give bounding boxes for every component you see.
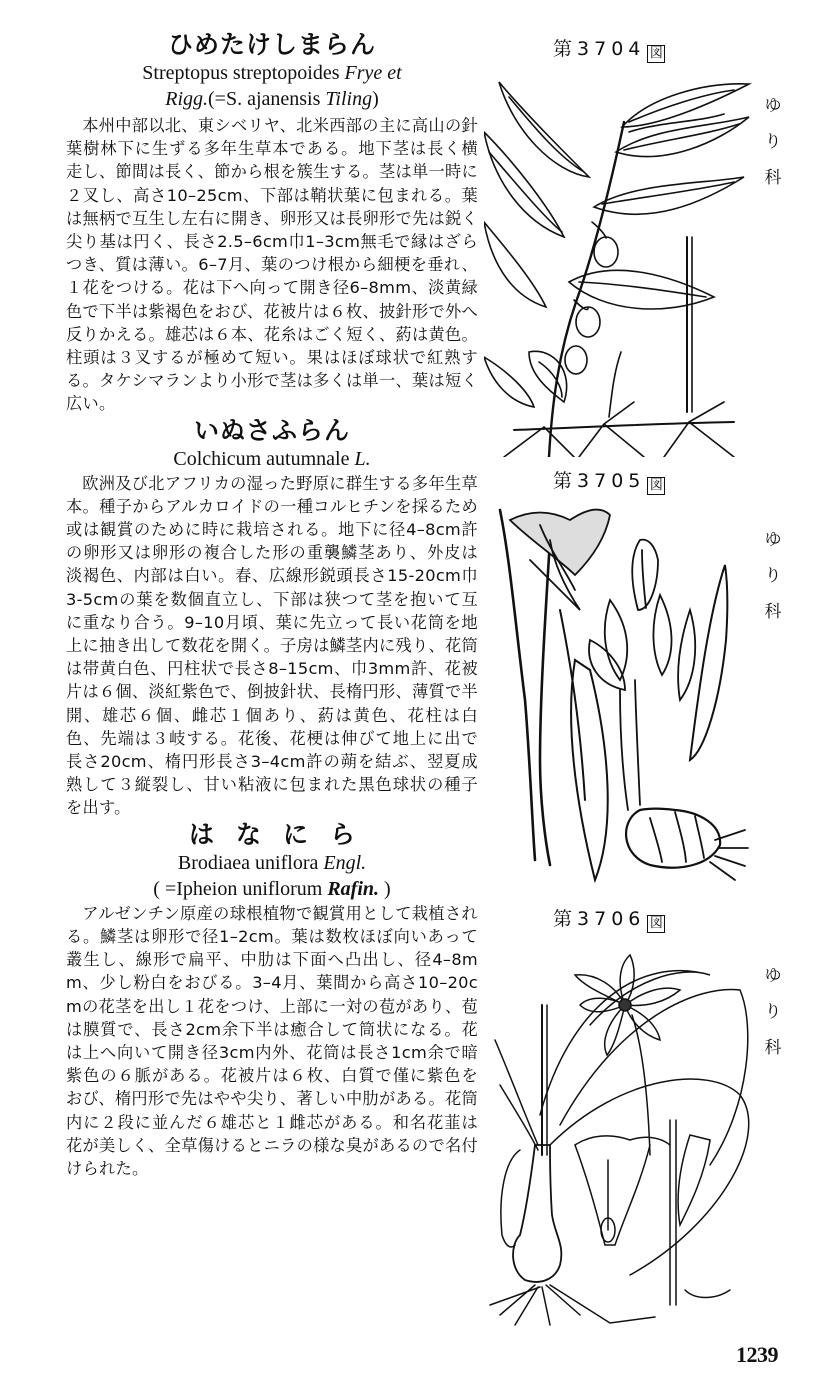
scientific-name: [66, 446, 478, 472]
scientific-name-synonym: [66, 876, 478, 902]
figure-prefix: 第: [553, 470, 578, 492]
page-number: 1239: [736, 1342, 778, 1367]
family-label-lily: [762, 522, 784, 630]
scientific-name-text: Brodiaea uniflora: [177, 851, 324, 874]
figure-number: 3704: [577, 38, 646, 60]
species-entry-inusafuran: [66, 416, 478, 820]
family-char: 科: [764, 602, 782, 622]
author-citation: Rigg.: [165, 88, 209, 110]
species-entry-hananira: [66, 820, 478, 1180]
species-entry-himetakeshimaran: [66, 30, 478, 416]
family-char: 科: [764, 1038, 782, 1058]
synonym-author: Tiling: [325, 88, 373, 110]
author-citation: L.: [354, 447, 371, 470]
author-citation: Frye et: [344, 62, 402, 84]
scientific-name-text: Streptopus streptopoides: [142, 62, 345, 84]
figure-prefix: 第: [553, 38, 578, 60]
streptopus-illustration: [484, 72, 754, 457]
figure-number: 3706: [577, 908, 646, 930]
synonym-author: Rafin.: [327, 877, 380, 900]
family-char: 科: [764, 168, 782, 188]
family-label-lily: [762, 958, 784, 1066]
figure-label-3706: [553, 904, 665, 933]
family-label-lily: [762, 88, 784, 196]
japanese-name: はなにら: [188, 819, 377, 849]
species-description: アルゼンチン原産の球根植物で観賞用として栽植される。鱗茎は卵形で径1–2cm。葉は数枚ほぼ向いあって叢生し、線形で扁平、中肋は下面へ凸出し、径4–8mm、少し粉白をおびる。3–4月、葉間から高さ10–20cmの花茎を出し１花をつけ、上部に一対の苞があり、苞は膜質で、長さ2cm余下半は癒合して筒状になる。花は上へ向いて開き径3cm内外、花筒は長さ1cm余で暗紫色の６脈がある。花被片は６枚、白質で僅に紫色をおび、楕円形で先はやや尖り、著しい中肋がある。花筒内に２段に並んだ６雄芯と１雌芯がある。和名花韮は花が美しく、全草傷けるとニラの様な臭があるので名付けられた。: [66, 903, 478, 1178]
family-char: り: [764, 132, 782, 152]
figure-number: 3705: [577, 470, 646, 492]
colchicum-illustration: [490, 500, 750, 885]
species-description: 本州中部以北、東シベリヤ、北米西部の主に高山の針葉樹林下に生ずる多年生草本である。地下茎は長く横走し、節間は長く、節から根を簇生する。茎は単一時に２叉し、高さ10–25cm、下部は鞘状葉に包まれる。葉は無柄で互生し左右に開き、卵形又は長卵形で先は鋭く尖り基は円く、長さ2.5–6cm巾1–3cm無毛で縁はざらつき、質は薄い。6–7月、葉のつけ根から細梗を垂れ、１花をつける。花は下へ向って開き径6–8mm、淡黄緑色で下半は紫褐色をおび、花被片は６枚、披針形で外へ反りかえる。雄芯は６本、花糸はごく短く、葯は黄色。柱頭は３叉するが極めて短い。果はほぼ球状で紅熟する。タケシマランより小形で茎は多くは単一、葉は短く広い。: [66, 116, 478, 414]
synonym-close: ): [372, 88, 379, 110]
synonym-text: ( =Ipheion uniflorum: [153, 877, 328, 900]
family-char: ゆ: [764, 966, 782, 986]
family-char: ゆ: [764, 96, 782, 116]
figure-suffix: 図: [647, 915, 665, 933]
scientific-name-synonym: [66, 86, 478, 112]
brodiaea-illustration: [480, 945, 750, 1330]
scientific-name: [66, 60, 478, 86]
japanese-name: ひめたけしまらん: [167, 30, 376, 59]
figure-suffix: 図: [647, 45, 665, 63]
synonym-close: ): [379, 877, 391, 900]
family-char: り: [764, 1002, 782, 1022]
text-column: [66, 30, 478, 1180]
japanese-name: いぬさふらん: [193, 415, 350, 445]
synonym-text: (=S. ajanensis: [208, 88, 326, 110]
figure-suffix: 図: [647, 477, 665, 495]
family-char: り: [764, 566, 782, 586]
scientific-name: [66, 850, 478, 876]
author-citation: Engl.: [323, 851, 367, 874]
figure-label-3705: [553, 466, 665, 495]
species-description: 欧洲及び北アフリカの湿った野原に群生する多年生草本。種子からアルカロイドの一種コルヒチンを採るため或は観賞のために時に栽培される。地下に径4–8cm許の卵形又は卵形の複合した形の重襲鱗茎あり、外皮は淡褐色、内部は白い。春、広線形鋭頭長さ15-20cm巾3-5cmの葉を数個直立し、下部は狭つて茎を抱いて互に重なり合う。9–10月頃、葉に先立って長い花筒を地上に抽き出して数花を開く。子房は鱗茎内に残り、花筒は帯黄白色、円柱状で長さ8–15cm、巾3mm許、花被片は６個、淡紅紫色で、倒披針状、長楕円形、薄質で半開、雄芯６個、雌芯１個あり、葯は黄色、花柱は白色、先端は３岐する。花後、花梗は伸びて地上に出で長さ20cm、楕円形長さ3–4cm許の蒴を結ぶ、翌夏成熟して３縦裂し、甘い粘液に包まれた黒色球状の種子を出す。: [66, 473, 478, 818]
figure-label-3704: [553, 34, 665, 63]
family-char: ゆ: [764, 530, 782, 550]
scientific-name-text: Colchicum autumnale: [173, 447, 355, 470]
figure-prefix: 第: [553, 908, 578, 930]
